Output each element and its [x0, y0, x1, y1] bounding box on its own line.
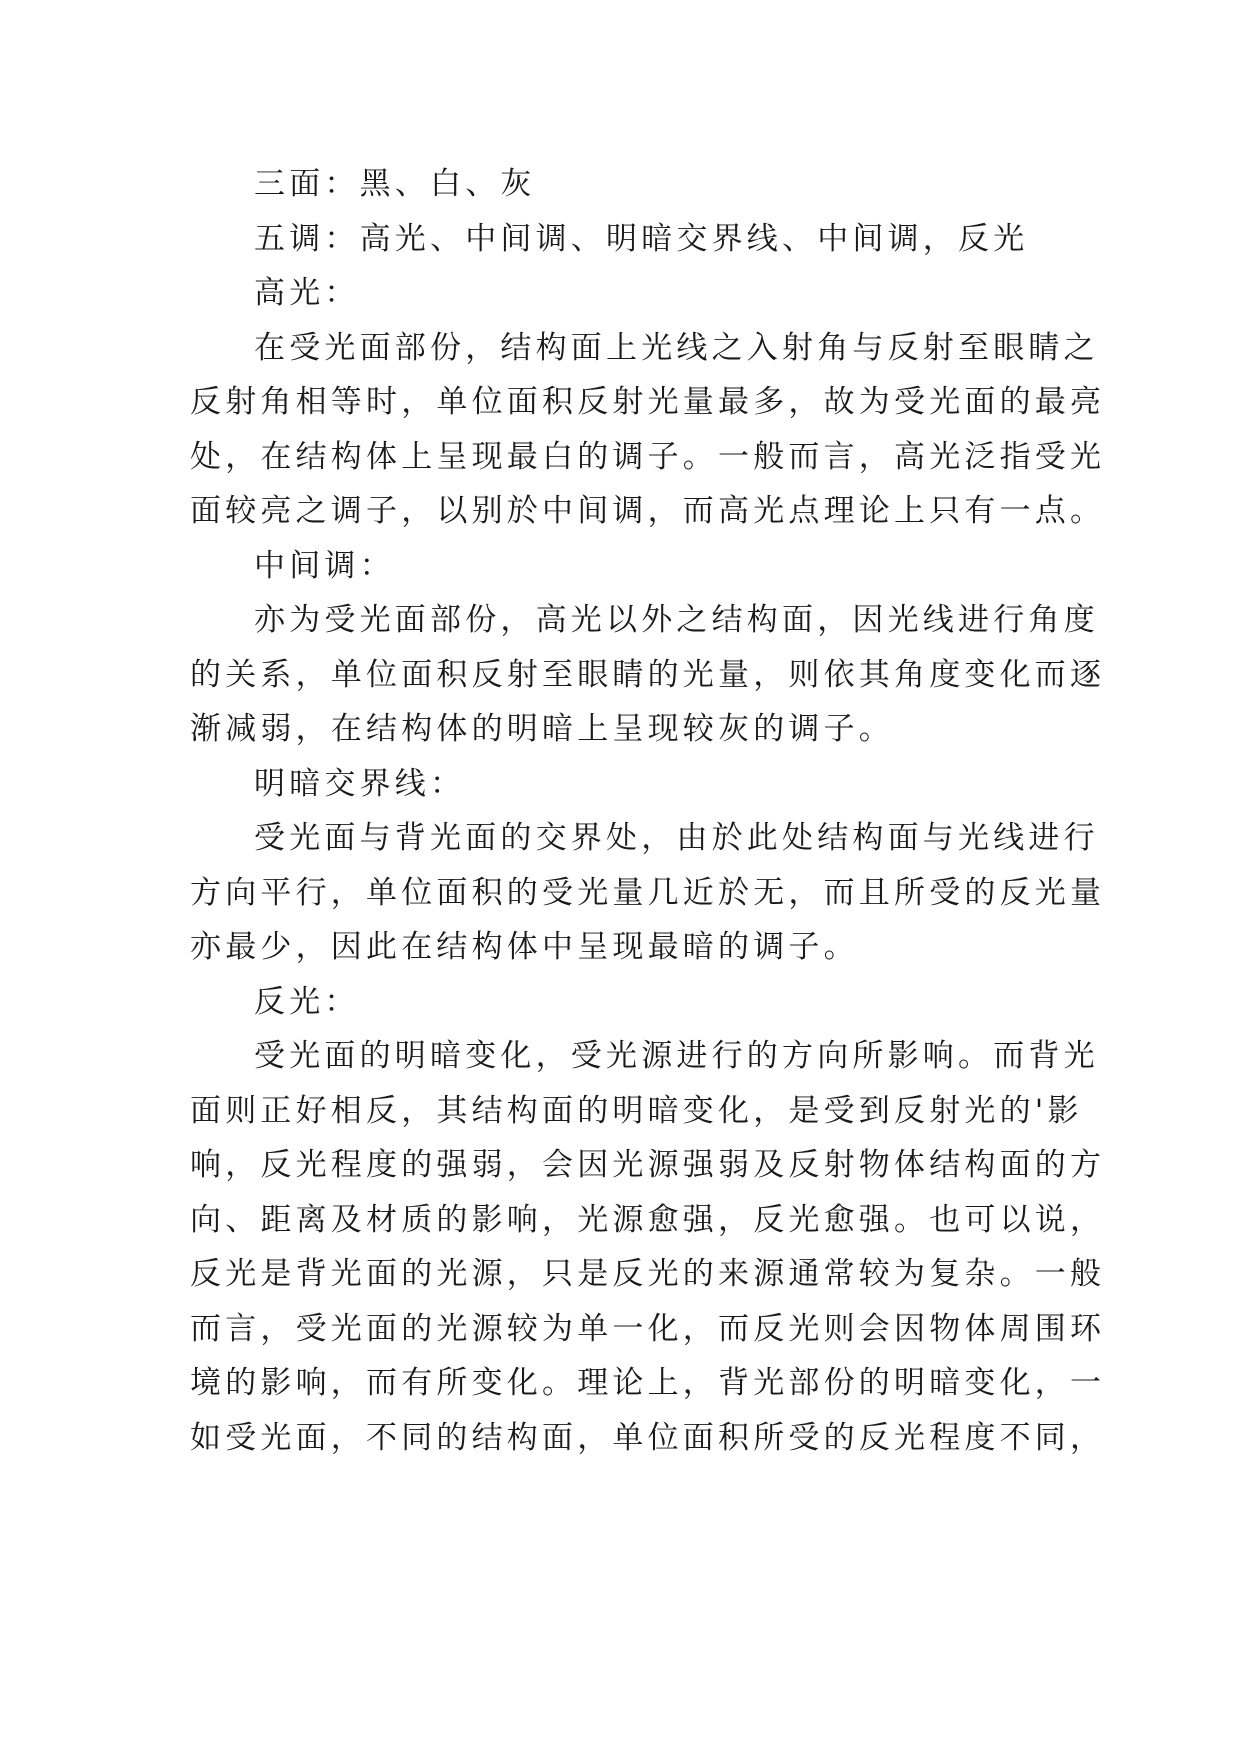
- paragraph-line: 在受光面部份，结构面上光线之入射角与反射至眼睛之: [254, 329, 1099, 366]
- paragraph-line: 处，在结构体上呈现最白的调子。一般而言，高光泛指受光: [190, 438, 1106, 475]
- paragraph-line: 方向平行，单位面积的受光量几近於无，而且所受的反光量: [190, 874, 1106, 911]
- paragraph-line: 受光面的明暗变化，受光源进行的方向所影响。而背光: [254, 1038, 1099, 1074]
- paragraph-line: 反光是背光面的光源，只是反光的来源通常较为复杂。一般: [190, 1256, 1106, 1292]
- document-body: [190, 158, 1106, 1466]
- paragraph-line: 受光面与背光面的交界处，由於此处结构面与光线进行: [254, 820, 1099, 856]
- section-heading: 明暗交界线：: [254, 765, 466, 802]
- paragraph-line: 境的影响，而有所变化。理论上，背光部份的明暗变化，一: [190, 1365, 1106, 1401]
- paragraph-line: 响，反光程度的强弱，会因光源强弱及反射物体结构面的方: [190, 1147, 1106, 1183]
- paragraph-line: 面则正好相反，其结构面的明暗变化，是受到反射光的'影: [190, 1092, 1083, 1129]
- paragraph-line: 的关系，单位面积反射至眼睛的光量，则依其角度变化而逐: [190, 656, 1106, 693]
- paragraph-line: 反射角相等时，单位面积反射光量最多，故为受光面的最亮: [190, 384, 1106, 420]
- paragraph-line: 五调：高光、中间调、明暗交界线、中间调，反光: [254, 220, 1029, 257]
- paragraph-line: 而言，受光面的光源较为单一化，而反光则会因物体周围环: [190, 1310, 1106, 1347]
- paragraph-line: 三面：黑、白、灰: [254, 166, 536, 202]
- section-heading: 反光：: [254, 983, 360, 1020]
- section-heading: 中间调：: [254, 547, 395, 584]
- paragraph-line: 如受光面，不同的结构面，单位面积所受的反光程度不同，: [190, 1419, 1106, 1456]
- section-heading: 高光：: [254, 275, 360, 311]
- paragraph-line: 向、距离及材质的影响，光源愈强，反光愈强。也可以说，: [190, 1201, 1106, 1238]
- paragraph-line: 亦最少，因此在结构体中呈现最暗的调子。: [190, 929, 859, 965]
- paragraph-line: 亦为受光面部份，高光以外之结构面，因光线进行角度: [254, 602, 1099, 638]
- paragraph-line: 渐减弱，在结构体的明暗上呈现较灰的调子。: [190, 711, 894, 747]
- paragraph-line: 面较亮之调子，以别於中间调，而高光点理论上只有一点。: [190, 493, 1106, 529]
